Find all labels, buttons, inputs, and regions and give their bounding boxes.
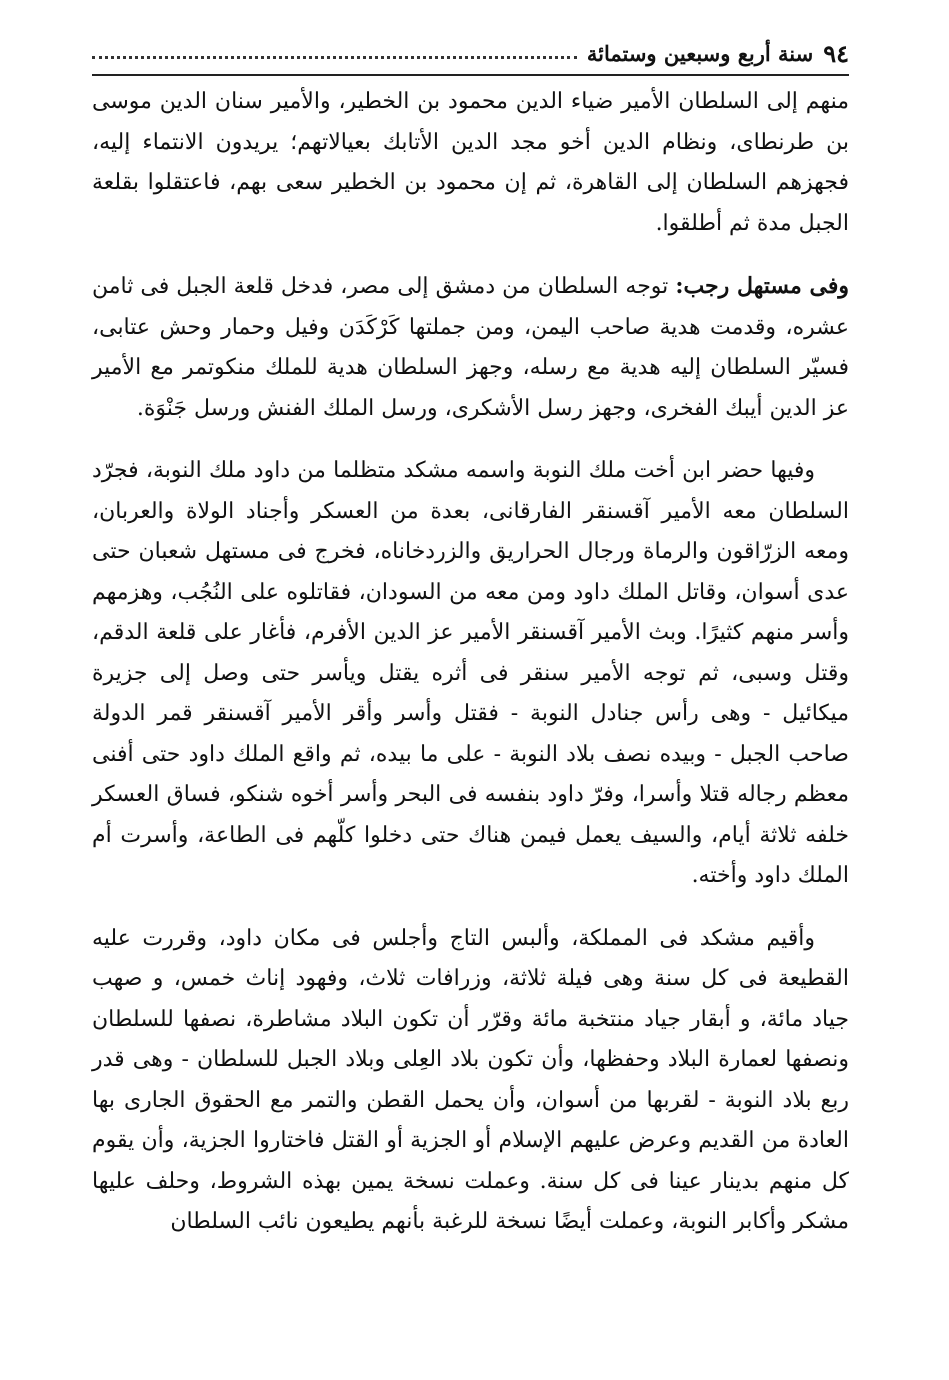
paragraph-2	[92, 266, 849, 429]
paragraph-1	[92, 82, 849, 244]
page-body	[92, 82, 849, 1243]
paragraph-4-text: وأقيم مشكد فى المملكة، وألبس التاج وأجلس فى مكان داود، وقررت عليه القطيعة فى كل سنة وهى فيلة ثلاثة، وزرافات ثلاث، وفهود إناث خمس، و صهب جياد مائة، و أبقار جياد منتخبة مائة وقرّر أن تكون البلاد مشاطرة، نصفها للسلطان ونصفها لعمارة البلاد وحفظها، وأن تكون بلاد العِلى وبلاد الجبل للسلطان - وهى قدر ربع بلاد النوبة - لقربها من أسوان، وأن يحمل القطن والتمر مع الحقوق الجارى بها العادة من القديم وعرض عليهم الإسلام أو الجزية أو القتل فاختاروا الجزية، وأن يقوم كل منهم بدينار عينا فى كل سنة. وعملت نسخة يمين بهذه الشروط، وحلف عليها مشكر وأكابر النوبة، وعملت أيضًا نسخة للرغبة بأنهم يطيعون نائب السلطان	[92, 925, 849, 1234]
running-header	[92, 36, 849, 76]
paragraph-1-text: منهم إلى السلطان الأمير ضياء الدين محمود بن الخطير، والأمير سنان الدين موسى بن طرنطاى، ونظام الدين أخو مجد الدين الأتابك بعيالاتهم؛ يريدون الانتماء إليه، فجهزهم السلطان إلى القاهرة، ثم إن محمود بن الخطير سعى بهم، فاعتقلوا بقلعة الجبل مدة ثم أطلقوا.	[92, 89, 849, 236]
paragraph-4	[92, 919, 849, 1243]
leader-dots	[92, 56, 577, 59]
paragraph-2-text: توجه السلطان من دمشق إلى مصر، فدخل قلعة الجبل فى ثامن عشره، وقدمت هدية صاحب اليمن، ومن جملتها كَرْكَدَن وفيل وحمار وحش عتابى، فسيّر السلطان إليه هدية مع رسله، وجهز السلطان هدية للملك منكوتمر مع الأمير عز الدين أيبك الفخرى، وجهز رسل الأشكرى، ورسل الملك الفنش ورسل جَنْوَة.	[92, 274, 849, 421]
paragraph-3	[92, 451, 849, 897]
chapter-title: سنة أربع وسبعين وستمائة	[586, 40, 814, 66]
page-number: ٩٤	[823, 38, 849, 68]
paragraph-2-lead: وفى مستهل رجب:	[675, 273, 850, 299]
paragraph-3-text: وفيها حضر ابن أخت ملك النوبة واسمه مشكد متظلما من داود ملك النوبة، فجرّد السلطان معه الأمير آقسنقر الفارقانى، بعدة من العسكر وأجناد الولاة والعربان، ومعه الزرّاقون والرماة ورجال الحراريق والزردخاناه، فخرج فى مستهل شعبان حتى عدى أسوان، وقاتل الملك داود ومن معه من السودان، فقاتلوه على النُجُب، وهزمهم وأسر منهم كثيرًا. وبث الأمير آقسنقر الأمير عز الدين الأفرم، فأغار على قلعة الدقم، وقتل وسبى، ثم توجه الأمير سنقر فى أثره يقتل ويأسر حتى وصل إلى جزيرة ميكائيل - وهى رأس جنادل النوبة - فقتل وأسر وأقر الأمير آقسنقر قمر الدولة صاحب الجبل - وبيده نصف بلاد النوبة - على ما بيده، ثم واقع الملك داود حتى أفنى معظم رجاله قتلا وأسرا، وفرّ داود بنفسه فى البحر وأسر أخوه شنكو، فساق العسكر خلفه ثلاثة أيام، والسيف يعمل فيمن هناك حتى دخلوا كلّهم فى الطاعة، وأسرت أم الملك داود وأخته.	[92, 458, 849, 888]
